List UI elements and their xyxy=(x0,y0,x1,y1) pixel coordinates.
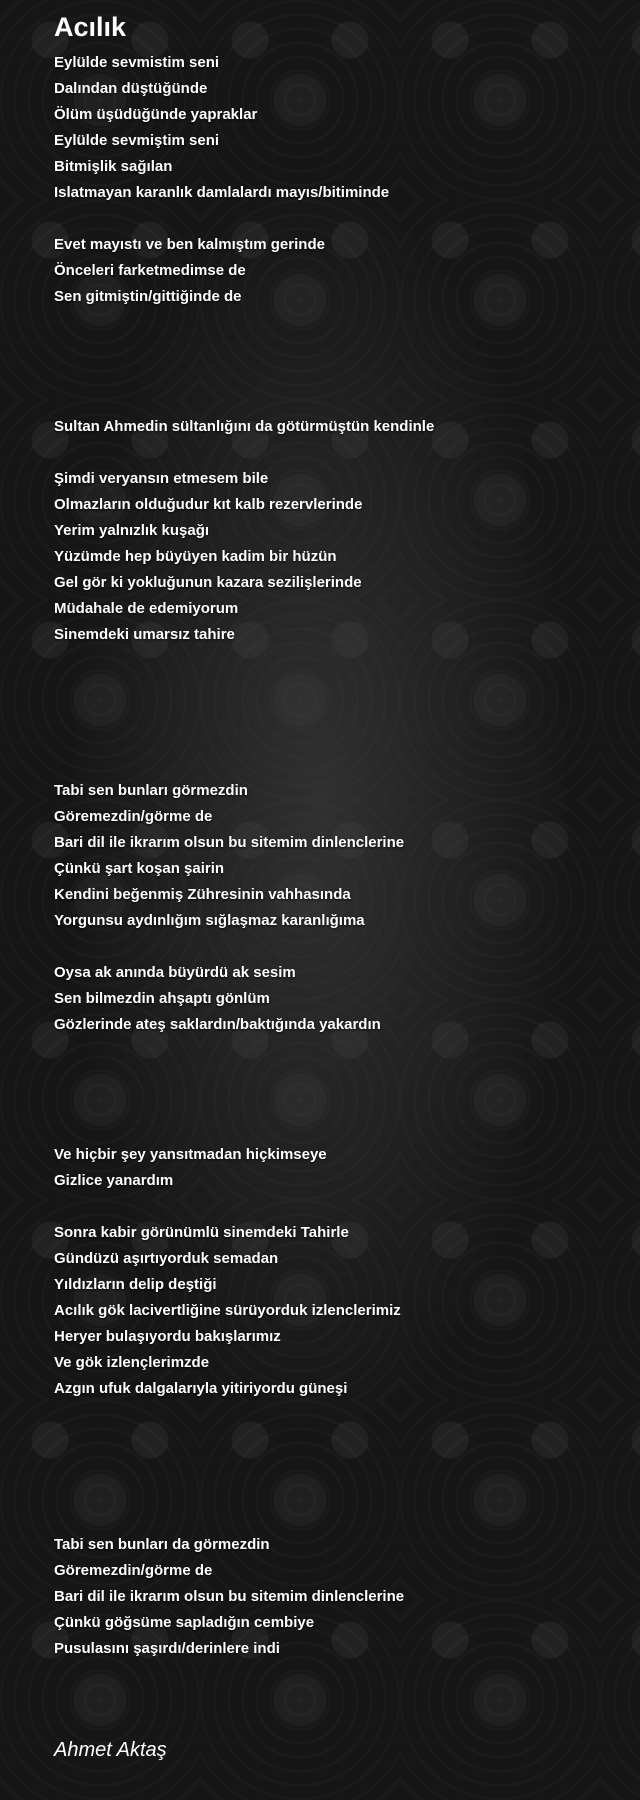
stanza xyxy=(54,414,624,440)
poem-line: Yıldızların delip deştiği xyxy=(54,1276,217,1293)
poem-line: Islatmayan karanlık damlalardı mayıs/bitiminde xyxy=(54,184,390,201)
poem-line: Sonra kabir görünümlü sinemdeki Tahirle xyxy=(54,1224,349,1241)
author-name: Ahmet Aktaş xyxy=(54,1739,167,1761)
poem-line: Heryer bulaşıyordu bakışlarımız xyxy=(54,1328,281,1345)
stanza xyxy=(54,50,624,206)
stanza-gap xyxy=(54,1194,624,1220)
poem-line: Şimdi veryansın etmesem bile xyxy=(54,470,269,487)
poem-line: Yüzümde hep büyüyen kadim bir hüzün xyxy=(54,548,337,565)
poem-line: Evet mayıstı ve ben kalmıştım gerinde xyxy=(54,236,325,253)
poem-line: Bari dil ile ikrarım olsun bu sitemim dinlenclerine xyxy=(54,1588,405,1605)
stanza-gap xyxy=(54,648,624,778)
stanza-gap xyxy=(54,1402,624,1532)
poem-line: Göremezdin/görme de xyxy=(54,1562,213,1579)
poem-line: Gündüzü aşırtıyorduk semadan xyxy=(54,1250,279,1267)
poem-line: Göremezdin/görme de xyxy=(54,808,213,825)
poem-line: Tabi sen bunları görmezdin xyxy=(54,782,248,799)
poem-line: Çünkü göğsüme sapladığın cembiye xyxy=(54,1614,315,1631)
poem-line: Yorgunsu aydınlığım sığlaşmaz karanlığıma xyxy=(54,912,365,929)
poem-line: Acılık gök lacivertliğine sürüyorduk izlenclerimiz xyxy=(54,1302,401,1319)
stanza xyxy=(54,466,624,648)
stanza-gap xyxy=(54,206,624,232)
poem-line: Bitmişlik sağılan xyxy=(54,158,173,175)
poem-line: Gizlice yanardım xyxy=(54,1172,174,1189)
stanza xyxy=(54,960,624,1038)
poem-line: Azgın ufuk dalgalarıyla yitiriyordu güneşi xyxy=(54,1380,348,1397)
poem-line: Çünkü şart koşan şairin xyxy=(54,860,225,877)
poem-line: Yerim yalnızlık kuşağı xyxy=(54,522,210,539)
poem-line: Müdahale de edemiyorum xyxy=(54,600,239,617)
poem-line: Eylülde sevmiştim seni xyxy=(54,132,220,149)
poem-line: Tabi sen bunları da görmezdin xyxy=(54,1536,270,1553)
poem-line: Sultan Ahmedin sültanlığını da götürmüştün kendinle xyxy=(54,418,435,435)
stanza xyxy=(54,778,624,934)
poem-line: Dalından düştüğünde xyxy=(54,80,208,97)
stanza-gap xyxy=(54,440,624,466)
stanza-gap xyxy=(54,310,624,414)
poem-line: Sen bilmezdin ahşaptı gönlüm xyxy=(54,990,270,1007)
poem-line: Pusulasını şaşırdı/derinlere indi xyxy=(54,1640,280,1657)
poem-line: Kendini beğenmiş Zühresinin vahhasında xyxy=(54,886,351,903)
poem-line: Gel gör ki yokluğunun kazara sezilişlerinde xyxy=(54,574,362,591)
poem xyxy=(54,10,624,1662)
stanza xyxy=(54,232,624,310)
poem-title: Acılık xyxy=(54,12,127,42)
poem-line: Önceleri farketmedimse de xyxy=(54,262,246,279)
poem-line: Oysa ak anında büyürdü ak sesim xyxy=(54,964,296,981)
poem-line: Ve gök izlençlerimzde xyxy=(54,1354,210,1371)
stanza xyxy=(54,1220,624,1402)
poem-line: Gözlerinde ateş saklardın/baktığında yakardın xyxy=(54,1016,381,1033)
stanza-gap xyxy=(54,934,624,960)
poem-line: Ölüm üşüdüğünde yapraklar xyxy=(54,106,258,123)
poem-line: Eylülde sevmistim seni xyxy=(54,54,220,71)
poem-line: Sinemdeki umarsız tahire xyxy=(54,626,235,643)
poem-line: Ve hiçbir şey yansıtmadan hiçkimseye xyxy=(54,1146,327,1163)
poem-line: Sen gitmiştin/gittiğinde de xyxy=(54,288,242,305)
poem-line: Bari dil ile ikrarım olsun bu sitemim dinlenclerine xyxy=(54,834,405,851)
stanza xyxy=(54,1142,624,1194)
poem-line: Olmazların olduğudur kıt kalb rezervlerinde xyxy=(54,496,363,513)
stanza-gap xyxy=(54,1038,624,1142)
stanza xyxy=(54,1532,624,1662)
